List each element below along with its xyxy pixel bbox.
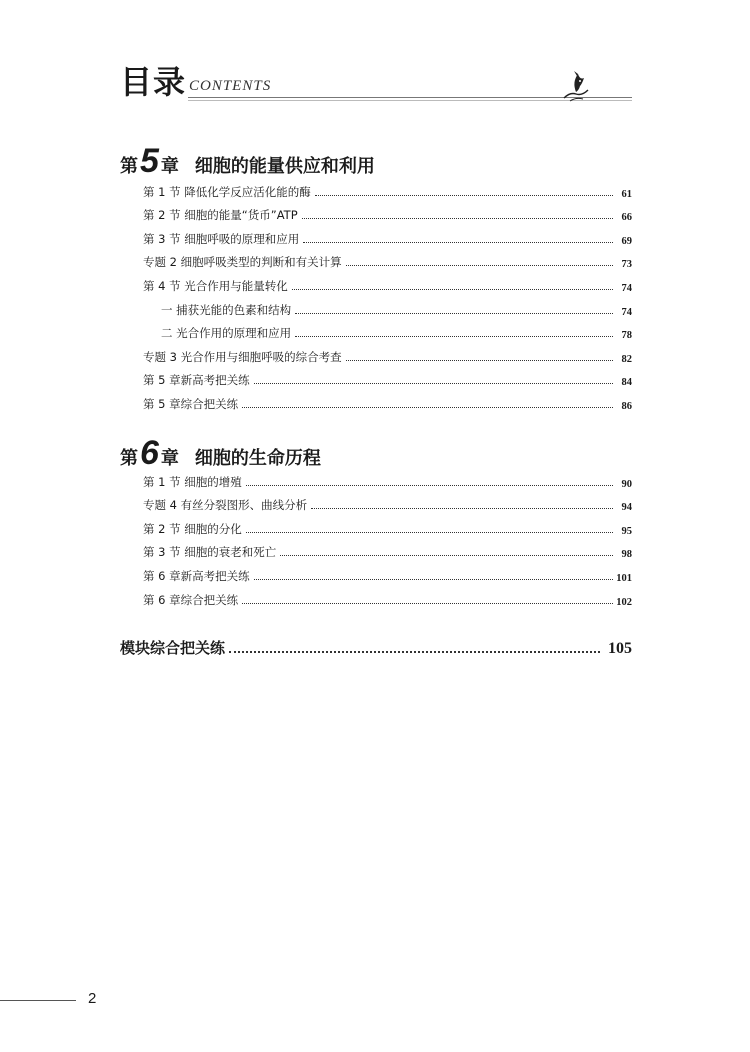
toc-entry-page: 84 [621,377,632,389]
toc-entry-label: 第 1 节 细胞的增殖 [143,474,242,489]
toc-entry-label: 一 捕获光能的色素和结构 [161,302,292,317]
toc-entry-label: 第 5 章综合把关练 [143,396,239,411]
dot-leader [242,603,613,604]
toc-entry-label: 第 2 节 细胞的能量“货币”ATP [143,208,298,223]
toc-entry-page: 90 [621,478,632,490]
toc-entry-page: 82 [621,353,632,365]
chapter-6-entries [143,466,632,608]
toc-entry[interactable] [143,223,632,247]
dot-leader [315,195,613,196]
dot-leader [254,383,613,384]
toc-entry-label: 专题 2 细胞呼吸类型的判断和有关计算 [143,255,342,270]
contents-title-en: CONTENTS [189,78,272,94]
toc-entry-page: 86 [621,400,632,412]
toc-entry-label: 二 光合作用的原理和应用 [161,326,292,341]
dot-leader [303,242,613,243]
toc-entry[interactable] [143,513,632,537]
toc-entry-page: 98 [621,549,632,561]
dot-leader [295,336,613,337]
toc-entry-page: 61 [621,188,632,200]
footer-rule [0,1000,76,1001]
toc-entry[interactable] [143,247,632,271]
toc-entry-label: 专题 3 光合作用与细胞呼吸的综合考查 [143,349,342,364]
dot-leader [280,555,613,556]
toc-entry[interactable] [143,490,632,514]
toc-entry[interactable] [143,584,632,608]
toc-entry-label: 第 3 节 细胞的衰老和死亡 [143,545,277,560]
toc-entry-label: 第 6 章新高考把关练 [143,568,250,583]
dot-leader [254,579,613,580]
chapter-suffix: 章 [160,448,179,469]
toc-entry[interactable] [143,176,632,200]
toc-entry[interactable] [143,388,632,412]
toc-entry-label: 第 2 节 细胞的分化 [143,521,242,536]
toc-entry-page: 94 [621,502,632,514]
toc-entry-page: 66 [621,212,632,224]
chapter-5-entries [143,176,632,412]
page-number: 2 [88,990,97,1007]
toc-entry-label: 第 1 节 降低化学反应活化能的酶 [143,184,311,199]
toc-entry-page: 74 [621,282,632,294]
toc-entry[interactable] [143,341,632,365]
chapter-title: 细胞的生命历程 [194,448,321,469]
toc-entry[interactable] [143,365,632,389]
toc-entry-page: 102 [616,596,632,608]
toc-entry-page: 69 [621,235,632,247]
toc-entry-label: 第 3 节 细胞呼吸的原理和应用 [143,231,300,246]
contents-title: 目录 [120,63,187,101]
toc-entry-page: 73 [621,259,632,271]
toc-entry-label: 第 5 章新高考把关练 [143,373,250,388]
final-entry-page: 105 [608,640,632,657]
chapter-number: 5 [140,142,159,180]
toc-entry[interactable] [143,560,632,584]
contents-header [120,62,632,106]
dot-leader [295,313,613,314]
toc-entry[interactable] [143,466,632,490]
toc-entry[interactable] [143,294,632,318]
dot-leader [311,508,613,509]
toc-entry-page: 74 [621,306,632,318]
dot-leader [302,218,613,219]
dot-leader [229,651,600,653]
toc-entry-page: 101 [616,572,632,584]
toc-entry-page: 78 [621,330,632,342]
dot-leader [292,289,613,290]
chapter-number: 6 [140,434,159,472]
final-entry[interactable] [120,634,632,658]
toc-entry-page: 95 [621,525,632,537]
toc-entry[interactable] [143,270,632,294]
chapter-suffix: 章 [160,156,179,177]
toc-entry-label: 第 4 节 光合作用与能量转化 [143,278,288,293]
toc-entry[interactable] [143,318,632,342]
chapter-prefix: 第 [120,448,138,469]
toc-entry-label: 第 6 章综合把关练 [143,592,239,607]
toc-entry[interactable] [143,537,632,561]
dot-leader [246,485,613,486]
chapter-title: 细胞的能量供应和利用 [194,156,375,177]
fish-logo-icon [556,68,596,108]
dot-leader [242,407,613,408]
toc-entry-label: 专题 4 有丝分裂图形、曲线分析 [143,498,308,513]
chapter-prefix: 第 [120,156,138,177]
dot-leader [346,360,613,361]
final-entry-label: 模块综合把关练 [120,639,226,657]
dot-leader [246,532,613,533]
toc-entry[interactable] [143,200,632,224]
dot-leader [346,265,613,266]
